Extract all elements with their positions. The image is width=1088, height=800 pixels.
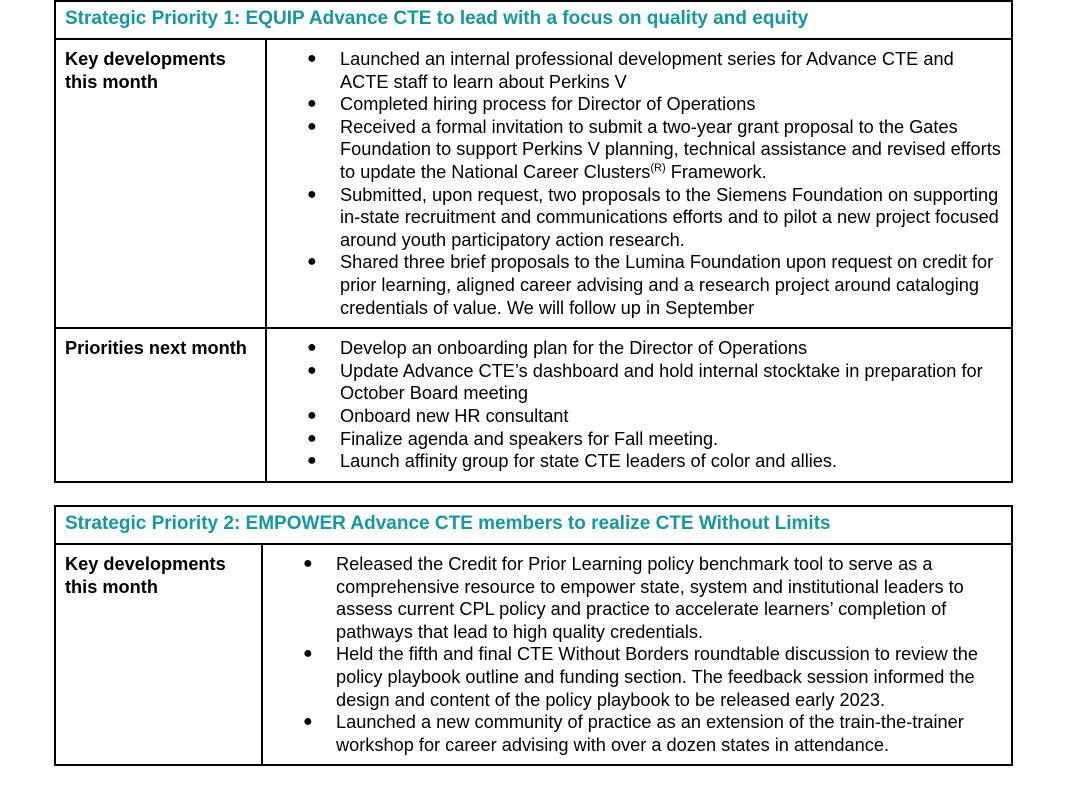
list-item: ● Update Advance CTE’s dashboard and hold internal stocktake in preparation for October Board meeting (307, 360, 983, 404)
list-item: ● Released the Credit for Prior Learning policy benchmark tool to serve as a comprehensive resource to empower state, system and institutional leaders to assess current CPL policy and practice to accelerate learners’ completion of pathways that lead to high quality credentials. (303, 554, 964, 642)
priorities-next-month-list (267, 337, 1003, 473)
registered-superscript: (R) (650, 161, 666, 174)
list-item: ● Received a formal invitation to submit a two-year grant proposal to the Gates Foundation to support Perkins V planning, technical assistance and revised efforts to update the National Career Clusters$^{(R)}$ Framework. (307, 116, 1001, 182)
bullet-icon: ● (303, 713, 313, 731)
bullet-icon: ● (303, 645, 313, 663)
list-item: ● Launch affinity group for state CTE leaders of color and allies. (307, 451, 838, 472)
key-developments-label: Key developments this month (55, 544, 262, 765)
bullet-icon: ● (307, 50, 317, 67)
bullet-icon: ● (307, 361, 317, 379)
bullet-icon: ● (307, 452, 317, 470)
key-developments-label: Key developments this month (55, 39, 266, 328)
list-item: ● Completed hiring process for Director of Operations (307, 94, 756, 115)
list-item: ● Develop an onboarding plan for the Director of Operations (307, 338, 808, 359)
bullet-icon: ● (307, 253, 317, 271)
strategic-priority-1-table (54, 0, 1013, 483)
key-developments-cell (266, 39, 1012, 328)
priority-2-title: Strategic Priority 2: EMPOWER Advance CTE members to realize CTE Without Limits (55, 506, 1012, 544)
bullet-icon: ● (307, 429, 317, 447)
bullet-icon: ● (307, 406, 317, 424)
priorities-next-month-cell (266, 328, 1012, 482)
bullet-icon: ● (303, 555, 313, 572)
list-item: ● Onboard new HR consultant (307, 405, 569, 426)
list-item: ● Finalize agenda and speakers for Fall meeting. (307, 428, 719, 449)
bullet-icon: ● (307, 185, 317, 203)
list-item: ● Launched an internal professional development series for Advance CTE and ACTE staff to learn about Perkins V (307, 49, 954, 92)
strategic-priority-2-table (54, 505, 1013, 766)
list-item: ● Held the fifth and final CTE Without Borders roundtable discussion to review the policy playbook outline and funding section. The feedback session informed the design and content of the policy playbook to be released early 2023. (303, 644, 978, 710)
key-developments-list (263, 553, 1003, 756)
priorities-next-month-label: Priorities next month (55, 328, 266, 482)
list-item: ● Shared three brief proposals to the Lumina Foundation upon request on credit for prior learning, aligned career advising and a research project around cataloging credentials of value. We will follow up in September (307, 252, 994, 318)
priority-1-title: Strategic Priority 1: EQUIP Advance CTE to lead with a focus on quality and equity (55, 1, 1012, 39)
list-item: ● Launched a new community of practice as an extension of the train-the-trainer workshop for career advising with over a dozen states in attendance. (303, 712, 964, 755)
bullet-icon: ● (307, 339, 317, 357)
bullet-icon: ● (307, 117, 317, 135)
key-developments-list (267, 48, 1003, 319)
key-developments-cell (262, 544, 1012, 765)
list-item: ● Submitted, upon request, two proposals to the Siemens Foundation on supporting in-state recruitment and communications efforts and to pilot a new project focused around youth participatory action research. (307, 184, 999, 250)
bullet-icon: ● (307, 95, 317, 113)
